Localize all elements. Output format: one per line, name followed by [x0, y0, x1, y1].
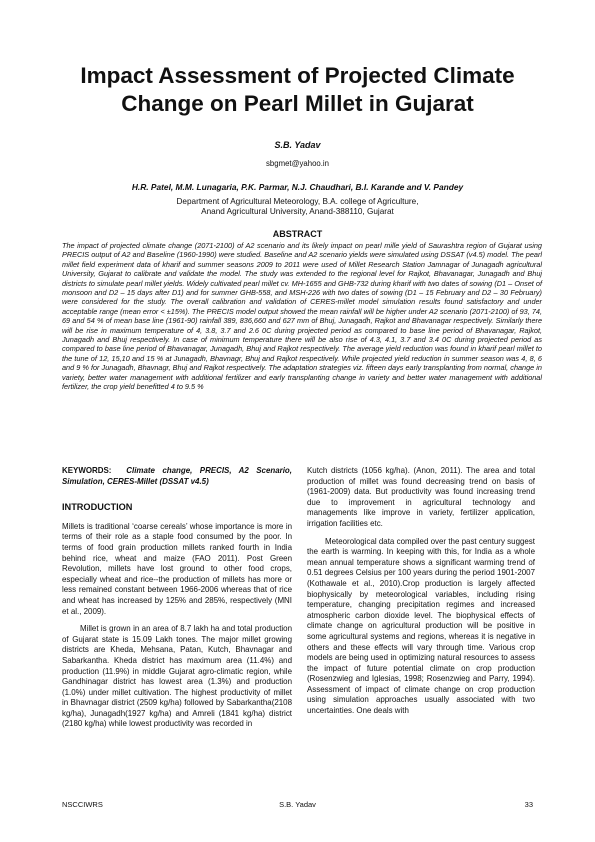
title-line-1: Impact Assessment of Projected Climate: [80, 63, 515, 88]
paper-title: [40, 62, 555, 118]
section-heading-introduction: INTRODUCTION: [62, 502, 133, 513]
footer-page-number: 33: [524, 800, 533, 809]
left-column: [62, 466, 292, 737]
footer-left: NSCCIWRS: [62, 800, 103, 809]
co-authors: H.R. Patel, M.M. Lunagaria, P.K. Parmar, N.J. Chaudhari, B.I. Karande and V. Pandey: [131, 182, 464, 192]
footer-center: S.B. Yadav: [279, 800, 316, 809]
affiliation-line-2: Anand Agricultural University, Anand-388110, Gujarat: [201, 207, 394, 216]
right-column: [307, 466, 535, 724]
affiliation-line-1: Department of Agricultural Meteorology, B.A. college of Agriculture,: [176, 197, 419, 206]
title-line-2: Change on Pearl Millet in Gujarat: [121, 91, 474, 116]
right-paragraph-2: Meteorological data compiled over the past century suggest the earth is warming. In keeping with this, for India as a whole mean annual temperature shows a significant warming trend of 0.51 degrees Celsius per 100 years during the period 1901-2007 (Kothawale et al., 2010).Crop production is largely affected biophysically by meteorological variables, including rising temperature, changing precipitation regimes and increased atmospheric carbon dioxide level. The biophysical effects of climate change on agricultural production will be positive in some agricultural systems and regions, whereas it is negative in others and these effects will vary through time. Various crop models are being used in optimizing natural resources to assess the impact of future potential climate on crop production (Rosenzwieg and Iglesias, 1998; Rosenzwieg and Parry, 1994). Assessment of impact of climate change on crop production using simulation approaches usually associated with two uncertainties. One deals with: [307, 536, 535, 716]
intro-paragraph-1: Millets is traditional ‘coarse cereals’ whose importance is more in terms of their role as a staple food consumed by the poor. In terms of food grain production millets ranked fourth in India behind rice, wheat and maize (FAO 2011). Post Green Revolution, millets have lost ground to other food crops, especially wheat and rice--the production of millets has more or less remained constant between 1966-2006 whereas that of rice and wheat has increased by 125% and 285%, respectively (MNI et al., 2009).: [62, 521, 292, 616]
intro-paragraph-2: Millet is grown in an area of 8.7 lakh ha and total production of Gujarat state is 15.09 Lakh tones. The major millet growing districts are Kheda, Mehsana, Patan, Kutch, Bhavnagar and Sabarkantha. Kheda district has maximum area (11.4%) and production (11.9%) in middle Gujarat agro-climatic region, while Gandhinagar district has lowest area (1.3%) and production (1.0%) under millet cultivation. The highest productivity of millet in Bhavnagar district (2509 kg/ha) followed by Sabarkantha(2108 kg/ha), Junagadh(1927 kg/ha) and Amreli (1841 kg/ha) district (2180 kg/ha) while lowest productivity was recorded in: [62, 624, 292, 729]
keywords-list: Climate change, PRECIS, A2 Scenario, Simulation, CERES-Millet (DSSAT v4.5): [62, 466, 292, 486]
affiliation: [40, 197, 555, 217]
abstract-heading: ABSTRACT: [272, 229, 323, 239]
keywords-label: KEYWORDS:: [62, 466, 112, 475]
keywords: [62, 466, 292, 487]
main-author: S.B. Yadav: [274, 140, 321, 150]
abstract-text: The impact of projected climate change (2071-2100) of A2 scenario and its likely impact on pearl mille yield of Saurashtra region of Gujarat using PRECIS output of A2 and Baseline (1960-1990) were studied. Baseline and A2 scenario yields were simulated using DSSAT (v4.5) model. The pearl millet field experiment data of kharif and summer seasons 2009 to 2011 were used of Millet Research Station Jamnagar of Junagadh agricultural University, Gujarat to calibrate and validate the model. The study was extended to the regional level for Rajkot, Bhavanagar, Junagadh and Bhuj districts to simulate pearl millet yields. Widely cultivated pearl millet cv. MH-1655 and GHB-732 during kharif with two dates of sowing (D1 – Onset of monsoon and D2 – 15 days after D1) and for summer GHB-558, and MSH-226 with two dates of sowing (D1 – 15 February and D2 – 30 February) were considered for the study. The overall calibration and validation of CERES-millet model simulation results found satisfactory and under acceptable range (mean error < ±15%). The PRECIS model output showed the mean rainfall will be higher under A2 scenario (2071-2100) of 93, 74, 69 and 54 % of mean base line (1961-90) rainfall 389, 836,660 and 627 mm of Bhuj, Junagadh, Rajkot and Bhavanagar respectively. Similarly there will be rise in maximum temperature of 4, 3.8, 3.7 and 2.6 0C during projected period as compared to base line period of Bhavanagar, Rajkot, Junagadh and Bhuj respectively. In case of minimum temperature there will be also rise of 4.3, 4.1, 3.7 and 3.4 0C during projected period as compared to base line period of Bhavanagar, Junagadh, Bhuj and Rajkot respectively. The average yield reduction was found in kharif pearl millet to the tune of 12, 15,10 and 15 % at Junagadh, Bhavnagr, Bhuj and Rajkot respectively. While projected yield reduction in summer season was 4, 8, 6 and 9 % for Junagadh, Bhavnagr, Bhuj and Rajkot respectively. The adaptation strategies viz. fifteen days early transplanting from normal, change in variety, better water management with additional fertilizer and early transplanting change in variety and better water management with additional fertilizer, the crop yield benefitted 4 to 9.5 %: [62, 241, 542, 392]
right-paragraph-1: Kutch districts (1056 kg/ha). (Anon, 2011). The area and total production of millet was found decreasing trend on basis of (1961-2009) data. But productivity was found increasing trend due to improvement in agricultural technology and managements like improve in variety, fertilizer application, irrigation facilities etc.: [307, 466, 535, 528]
author-email: sbgmet@yahoo.in: [266, 159, 329, 168]
